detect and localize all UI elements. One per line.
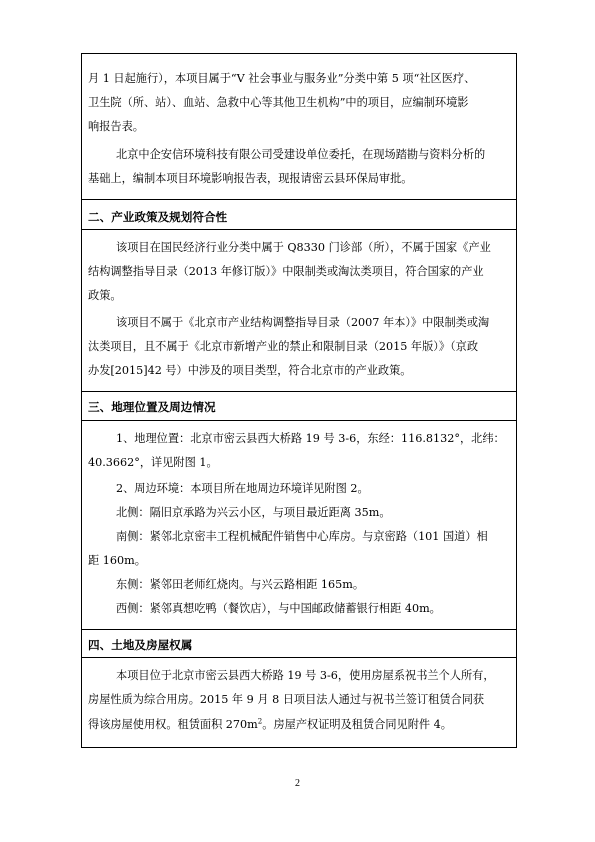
paragraph-line: 基础上，编制本项目环境影响报告表，现报请密云县环保局审批。	[88, 172, 413, 185]
paragraph-line: 南侧：紧邻北京密丰工程机械配件销售中心库房。与京密路（101 国道）相	[116, 530, 488, 543]
paragraph-line: 月 1 日起施行），本项目属于“V 社会事业与服务业”分类中第 5 项“社区医疗、	[88, 72, 476, 85]
section-heading-location: 三、地理位置及周边情况	[88, 400, 216, 414]
paragraph-line: 西侧：紧邻真想吃鸭（餐饮店），与中国邮政储蓄银行相距 40m。	[116, 602, 441, 615]
paragraph-line: 响报告表。	[88, 120, 144, 133]
section-divider	[82, 420, 516, 421]
text-segment: 。房屋产权证明及租赁合同见附件 4。	[262, 718, 452, 731]
paragraph-line: 东侧：紧邻田老师红烧肉。与兴云路相距 165m。	[116, 578, 365, 591]
paragraph-line: 该项目在国民经济行业分类中属于 Q8330 门诊部（所），不属于国家《产业	[116, 241, 491, 254]
section-divider	[82, 629, 516, 630]
paragraph-line: 40.3662°，详见附图 1。	[88, 456, 218, 469]
paragraph-line: 房屋性质为综合用房。2015 年 9 月 8 日项目法人通过与祝书兰签订租赁合同获	[88, 693, 485, 706]
paragraph-line: 北京中企安信环境科技有限公司受建设单位委托，在现场踏勘与资料分析的	[116, 148, 486, 161]
paragraph-line: 办发[2015]42 号）中涉及的项目类型，符合北京市的产业政策。	[88, 364, 412, 377]
paragraph-line	[88, 718, 452, 732]
section-heading-land: 四、土地及房屋权属	[88, 638, 193, 652]
paragraph-line: 政策。	[88, 289, 122, 302]
text-segment: 得该房屋使用权。租赁面积 270m	[88, 718, 258, 731]
superscript-2: 2	[257, 717, 263, 726]
paragraph-line: 该项目不属于《北京市产业结构调整指导目录（2007 年本）》中限制类或淘	[116, 316, 490, 329]
paragraph-line: 北侧：隔旧京承路为兴云小区，与项目最近距离 35m。	[116, 506, 391, 519]
paragraph-line: 距 160m。	[88, 554, 146, 567]
section-divider	[82, 199, 516, 200]
paragraph-line: 本项目位于北京市密云县西大桥路 19 号 3-6，使用房屋系祝书兰个人所有，	[116, 669, 495, 682]
section-divider	[82, 391, 516, 392]
paragraph-line: 卫生院（所、站）、血站、急救中心等其他卫生机构”中的项目，应编制环境影	[88, 96, 469, 109]
section-heading-policy: 二、产业政策及规划符合性	[88, 210, 228, 224]
section-divider	[82, 657, 516, 658]
section-divider	[82, 229, 516, 230]
paragraph-line: 1、地理位置：北京市密云县西大桥路 19 号 3-6，东经：116.8132°，北纬：	[116, 432, 505, 445]
paragraph-line: 2、周边环境：本项目所在地周边环境详见附图 2。	[116, 482, 369, 495]
paragraph-line: 结构调整指导目录（2013 年修订版）》中限制类或淘汰类项目，符合国家的产业	[88, 265, 484, 278]
page-number: 2	[295, 778, 300, 789]
content-frame	[81, 53, 517, 748]
paragraph-line: 汰类项目，且不属于《北京市新增产业的禁止和限制目录（2015 年版）》（京政	[88, 340, 479, 353]
